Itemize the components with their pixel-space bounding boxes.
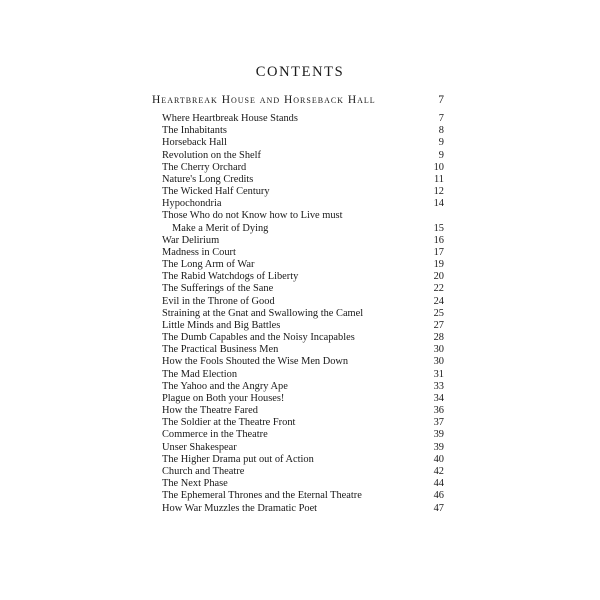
toc-entry-page: 25 [433,307,444,319]
toc-entry-title: Straining at the Gnat and Swallowing the Camel [162,307,364,319]
toc-entry-title: The Cherry Orchard [162,161,247,173]
toc-entry [162,381,444,393]
toc-entry-title: How the Fools Shouted the Wise Men Down [162,356,349,368]
toc-entry-title: Church and Theatre [162,465,245,477]
toc-entry-title: Horseback Hall [162,137,227,149]
toc-entry-title: Evil in the Throne of Good [162,295,275,307]
toc-entry [162,466,444,478]
toc-entry [162,442,444,454]
toc-entry [162,429,444,441]
entry-list [152,113,444,515]
toc-entry [162,137,444,149]
toc-entry-page: 15 [433,222,444,234]
toc-entry-title: The Dumb Capables and the Noisy Incapables [162,332,355,344]
toc-entry [162,320,444,332]
toc-entry-page: 24 [433,295,444,307]
toc-entry [162,356,444,368]
table-of-contents [152,94,444,515]
toc-entry-page: 37 [433,417,444,429]
toc-entry-title: Hypochondria [162,198,222,210]
toc-entry-title: Madness in Court [162,246,236,258]
toc-entry [162,198,444,210]
toc-entry-page: 40 [433,453,444,465]
toc-entry-title: Plague on Both your Houses! [162,392,285,404]
toc-entry-title: Make a Merit of Dying [172,222,269,234]
toc-entry [162,186,444,198]
toc-entry-page: 46 [433,490,444,502]
toc-entry-title: Commerce in the Theatre [162,429,268,441]
toc-entry-title: The Rabid Watchdogs of Liberty [162,271,299,283]
toc-entry-page: 12 [433,186,444,198]
toc-entry-page: 7 [438,113,444,124]
toc-entry-title: Those Who do not Know how to Live must [162,210,343,222]
toc-entry-page: 34 [433,392,444,404]
section-heading-row [152,94,444,107]
toc-entry [162,308,444,320]
section-title: Heartbreak House and Horseback Hall [152,94,376,106]
toc-entry-title: The Long Arm of War [162,259,255,271]
toc-entry [162,393,444,405]
toc-entry-title: The Sufferings of the Sane [162,283,274,295]
toc-entry-page: 14 [433,198,444,210]
toc-entry-title: How the Theatre Fared [162,405,258,417]
toc-entry-title: Little Minds and Big Battles [162,319,281,331]
toc-entry [162,344,444,356]
section-page-number: 7 [438,94,444,106]
toc-entry-page: 47 [433,502,444,514]
toc-entry [162,235,444,247]
toc-entry [162,259,444,271]
toc-entry-page: 33 [433,380,444,392]
toc-entry-title: The Higher Drama put out of Action [162,453,314,465]
toc-entry-title: The Soldier at the Theatre Front [162,417,296,429]
toc-entry-page: 17 [433,246,444,258]
toc-entry-page: 9 [438,137,444,149]
toc-entry-title: The Ephemeral Thrones and the Eternal Theatre [162,490,362,502]
toc-entry [162,369,444,381]
toc-entry-page: 44 [433,478,444,490]
toc-entry [162,283,444,295]
toc-entry-title: Where Heartbreak House Stands [162,113,298,124]
toc-entry-page: 22 [433,283,444,295]
toc-entry [162,417,444,429]
toc-entry-title: Unser Shakespear [162,441,237,453]
toc-entry [162,125,444,137]
toc-entry-title: The Inhabitants [162,125,227,137]
toc-entry [162,332,444,344]
toc-entry [162,210,444,222]
toc-entry-page: 20 [433,271,444,283]
toc-entry [162,490,444,502]
toc-entry [162,405,444,417]
toc-entry-page: 30 [433,344,444,356]
toc-entry-title: The Next Phase [162,478,228,490]
toc-entry-page: 28 [433,332,444,344]
toc-entry [162,454,444,466]
toc-entry [162,150,444,162]
toc-entry-title: The Wicked Half Century [162,186,270,198]
toc-entry [162,223,444,235]
toc-entry-page: 39 [433,441,444,453]
toc-entry-page: 27 [433,319,444,331]
toc-entry-title: The Practical Business Men [162,344,279,356]
toc-entry-page: 42 [433,465,444,477]
toc-entry [162,296,444,308]
toc-entry-page: 31 [433,368,444,380]
toc-entry [162,162,444,174]
toc-entry [162,113,444,125]
toc-entry-page: 30 [433,356,444,368]
toc-entry-title: The Yahoo and the Angry Ape [162,380,288,392]
toc-entry-title: War Delirium [162,234,220,246]
toc-entry-page: 36 [433,405,444,417]
toc-entry-page: 39 [433,429,444,441]
toc-entry-title: Revolution on the Shelf [162,149,261,161]
page-title: CONTENTS [255,64,345,80]
toc-entry-title: The Mad Election [162,368,238,380]
toc-entry [162,271,444,283]
toc-entry [162,503,444,515]
toc-entry-page: 10 [433,161,444,173]
toc-entry [162,174,444,186]
toc-entry-page: 11 [433,173,444,185]
toc-entry-title: Nature's Long Credits [162,173,254,185]
toc-entry-page: 8 [438,125,444,137]
toc-entry [162,478,444,490]
toc-entry-page: 19 [433,259,444,271]
toc-entry-page: 9 [438,149,444,161]
toc-entry-page: 16 [433,234,444,246]
toc-entry [162,247,444,259]
toc-entry-title: How War Muzzles the Dramatic Poet [162,502,318,514]
